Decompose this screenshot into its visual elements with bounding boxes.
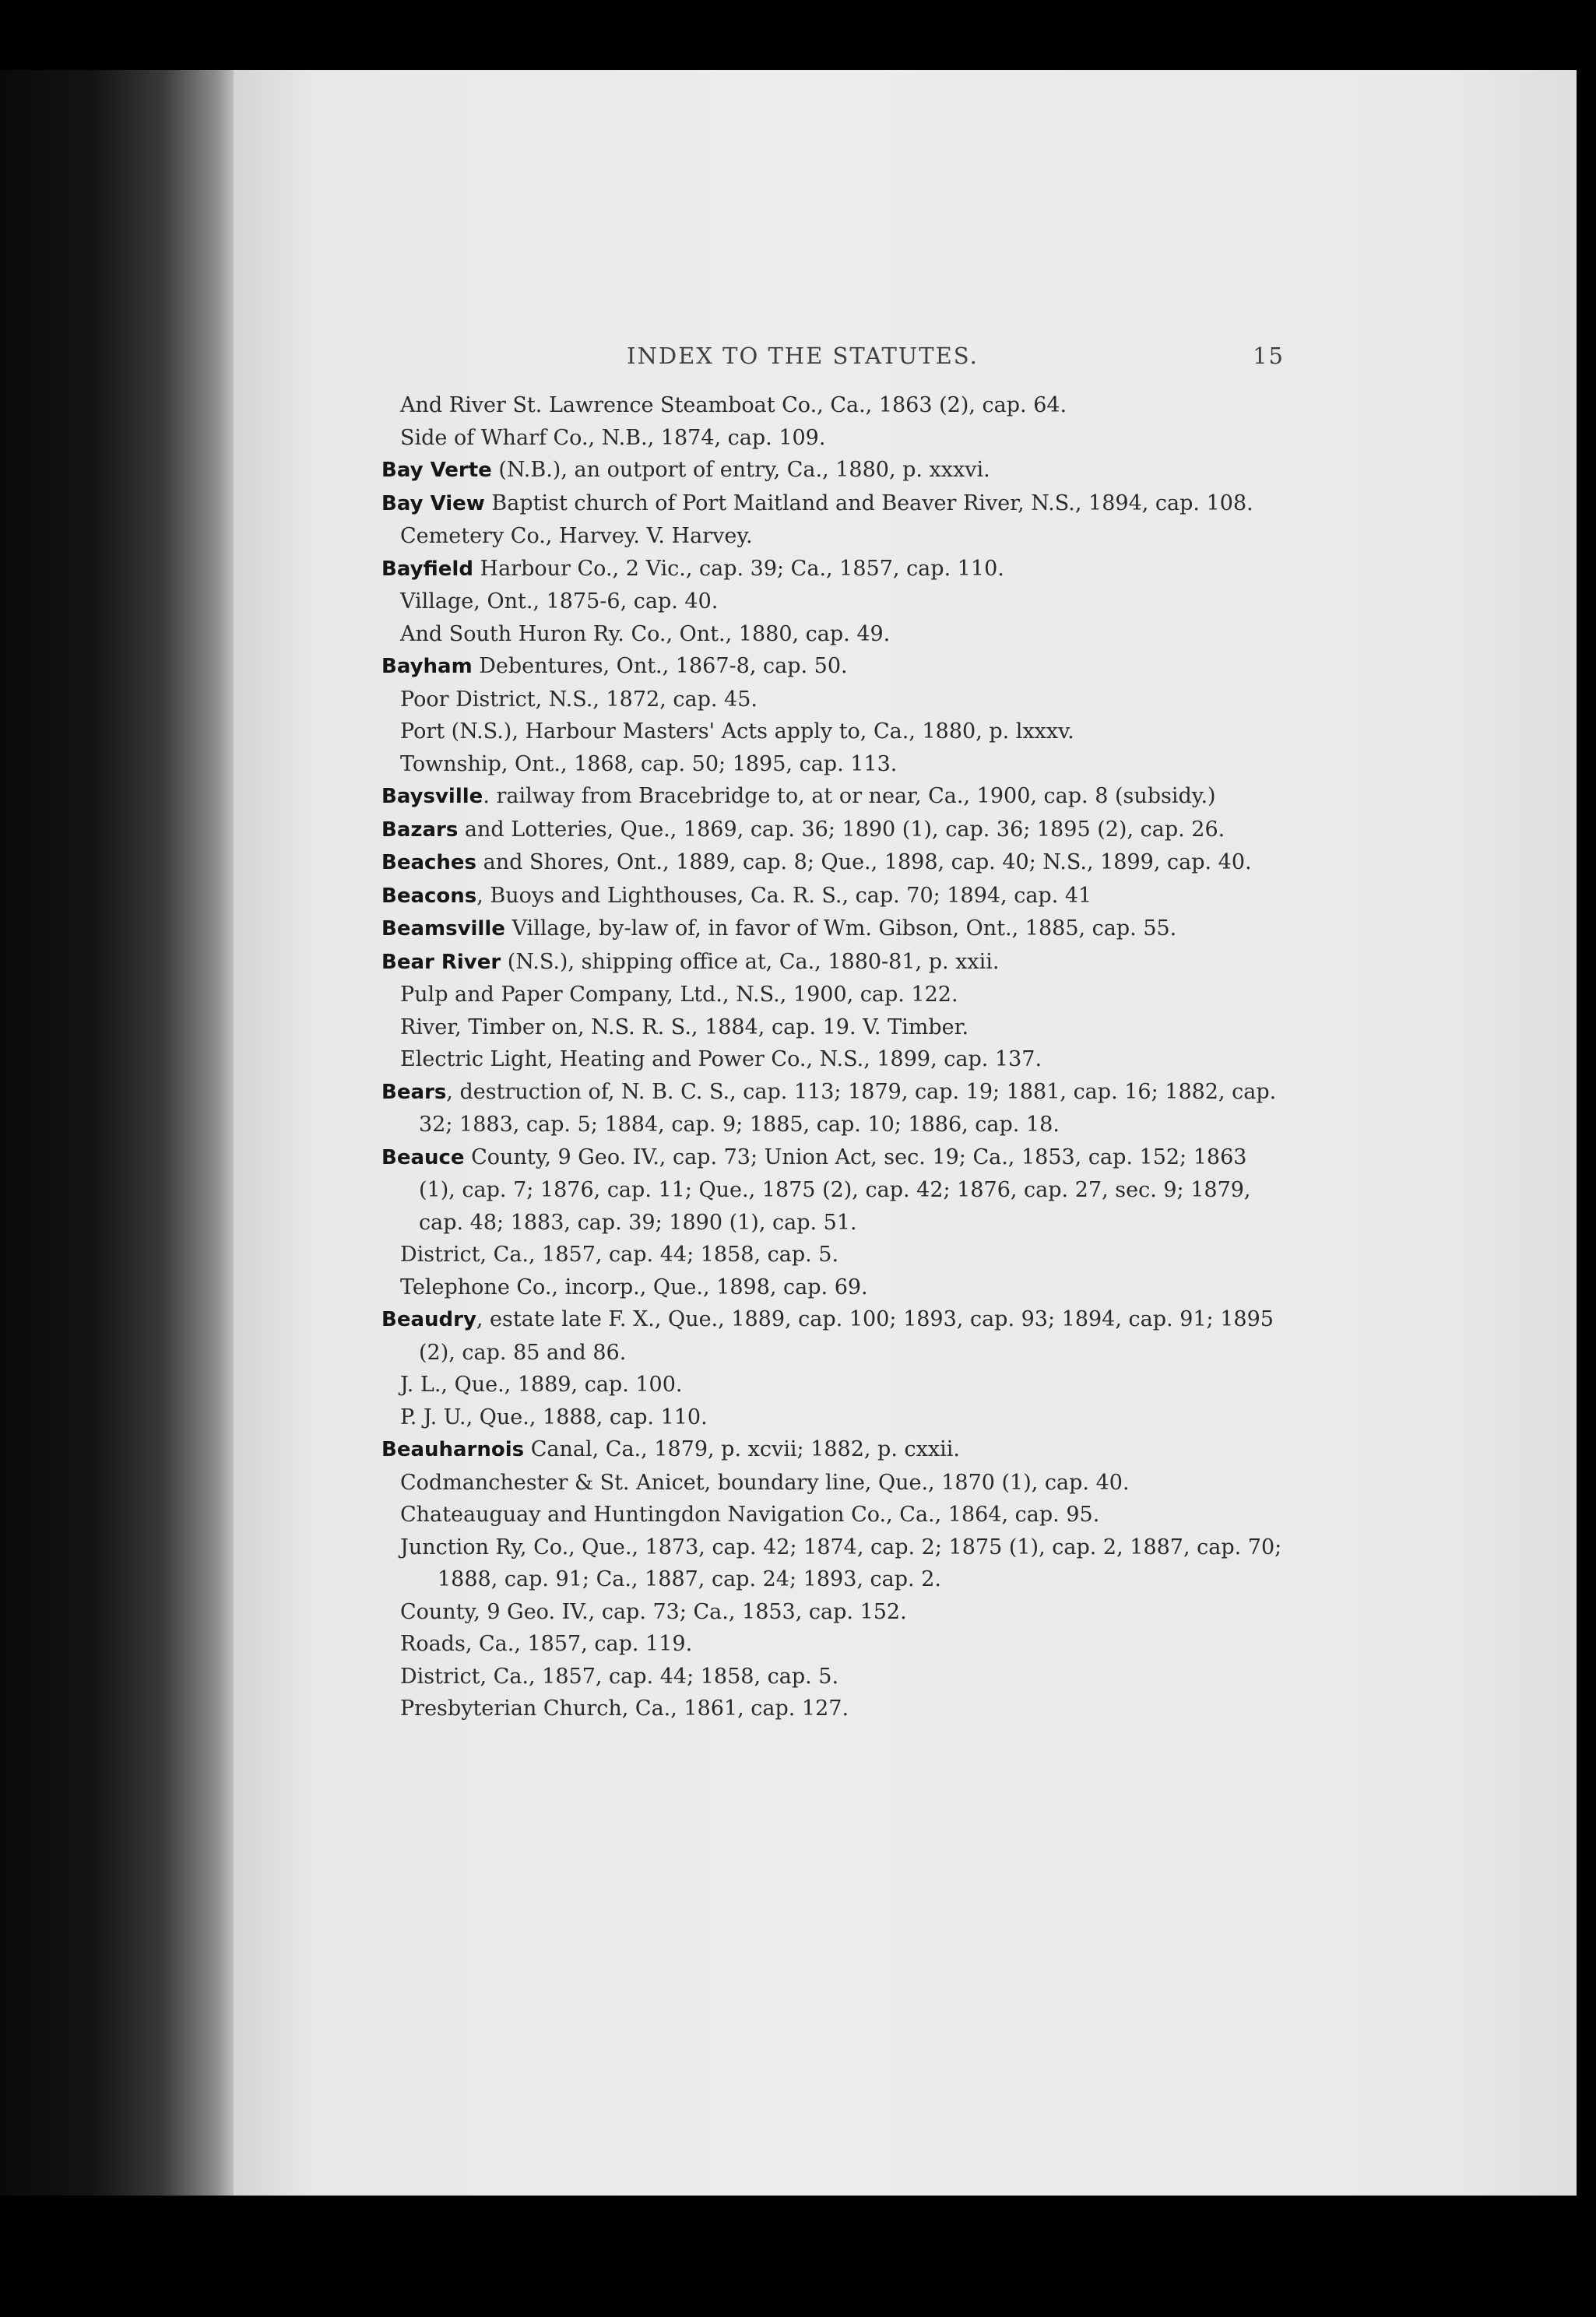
entry-keyword: Beacons xyxy=(381,884,477,908)
entry-text: Roads, Ca., 1857, cap. 119. xyxy=(400,1632,693,1656)
entry-keyword: Bazars xyxy=(381,817,459,842)
running-title: INDEX TO THE STATUTES. xyxy=(627,343,979,369)
entry-text: Presbyterian Church, Ca., 1861, cap. 127. xyxy=(400,1696,849,1721)
index-subentry xyxy=(381,715,1285,748)
book-spine-shadow xyxy=(0,70,234,2196)
index-heading-entry xyxy=(381,1433,1285,1467)
entry-keyword: Bay Verte xyxy=(381,459,492,482)
index-heading-entry xyxy=(381,780,1285,814)
entry-text: Junction Ry, Co., Que., 1873, cap. 42; 1874, cap. 2; 1875 (1), cap. 2, 1887, cap. 70; 1888, cap. 91; Ca., 1887, cap. 24; 1893, cap. 2. xyxy=(400,1535,1282,1591)
entry-keyword: Beauce xyxy=(381,1145,465,1169)
entry-text: Cemetery Co., Harvey. V. Harvey. xyxy=(400,524,753,548)
index-heading-entry xyxy=(381,1303,1285,1369)
index-subentry xyxy=(381,1531,1285,1596)
entry-text: Harbour Co., 2 Vic., cap. 39; Ca., 1857, cap. 110. xyxy=(473,556,1004,581)
entry-text: P. J. U., Que., 1888, cap. 110. xyxy=(400,1405,708,1429)
entry-text: County, 9 Geo. IV., cap. 73; Union Act, sec. 19; Ca., 1853, cap. 152; 1863 (1), cap. 7; 1876, cap. 11; Que., 1875 (2), cap. 42; 1876, cap. 27, sec. 9; 1879, cap. 48; 1883, cap. 39; 1890 (1), cap. 51. xyxy=(419,1144,1251,1235)
entry-text: Side of Wharf Co., N.B., 1874, cap. 109. xyxy=(400,425,826,450)
index-subentry xyxy=(381,684,1285,716)
index-heading-entry xyxy=(381,1141,1285,1239)
entry-text: Baptist church of Port Maitland and Beaver River, N.S., 1894, cap. 108. xyxy=(484,490,1253,515)
entry-text: District, Ca., 1857, cap. 44; 1858, cap. 5. xyxy=(400,1664,839,1689)
index-subentry xyxy=(381,1661,1285,1693)
entry-text: Codmanchester & St. Anicet, boundary line, Que., 1870 (1), cap. 40. xyxy=(400,1470,1130,1495)
entry-keyword: Bayham xyxy=(381,655,473,678)
index-subentry xyxy=(381,1401,1285,1434)
index-subentry xyxy=(381,1628,1285,1661)
entry-keyword: Beaches xyxy=(381,851,477,874)
index-subentry xyxy=(381,1239,1285,1271)
entry-text: Electric Light, Heating and Power Co., N.S., 1899, cap. 137. xyxy=(400,1047,1042,1071)
index-heading-entry xyxy=(381,912,1285,946)
index-heading-entry xyxy=(381,880,1285,913)
entry-text: Township, Ont., 1868, cap. 50; 1895, cap. 113. xyxy=(400,751,898,776)
entry-keyword: Bay View xyxy=(381,491,485,515)
index-subentry xyxy=(381,1596,1285,1629)
index-subentry xyxy=(381,979,1285,1011)
entry-text: Village, by-law of, in favor of Wm. Gibson, Ont., 1885, cap. 55. xyxy=(504,916,1177,941)
index-subentry xyxy=(381,1369,1285,1401)
entry-text: Canal, Ca., 1879, p. xcvii; 1882, p. cxxii. xyxy=(524,1437,960,1461)
index-heading-entry xyxy=(381,553,1285,586)
index-subentry xyxy=(381,520,1285,553)
index-subentry xyxy=(381,618,1285,651)
entry-text: Poor District, N.S., 1872, cap. 45. xyxy=(400,687,758,712)
entry-text: (N.B.), an outport of entry, Ca., 1880, p. xxxvi. xyxy=(491,458,990,482)
index-subentry xyxy=(381,1693,1285,1725)
entry-keyword: Beauharnois xyxy=(381,1438,525,1461)
index-heading-entry xyxy=(381,846,1285,880)
entry-text: and Lotteries, Que., 1869, cap. 36; 1890 (1), cap. 36; 1895 (2), cap. 26. xyxy=(458,817,1225,842)
index-subentry xyxy=(381,1043,1285,1076)
index-subentry xyxy=(381,1499,1285,1531)
index-heading-entry xyxy=(381,650,1285,684)
index-subentry xyxy=(381,1467,1285,1500)
entry-keyword: Beamsville xyxy=(381,917,505,941)
entry-text: and Shores, Ont., 1889, cap. 8; Que., 1898, cap. 40; N.S., 1899, cap. 40. xyxy=(476,850,1252,874)
index-subentry xyxy=(381,389,1285,422)
entry-text: , estate late F. X., Que., 1889, cap. 100; 1893, cap. 93; 1894, cap. 91; 1895 (2), cap. 85 and 86. xyxy=(419,1307,1274,1365)
entry-keyword: Bears xyxy=(381,1080,447,1104)
index-heading-entry xyxy=(381,1076,1285,1141)
entry-text: And South Huron Ry. Co., Ont., 1880, cap. 49. xyxy=(400,621,891,646)
entry-keyword: Bayfield xyxy=(381,557,473,581)
entry-keyword: Bear River xyxy=(381,950,501,974)
entry-keyword: Beaudry xyxy=(381,1308,476,1331)
entry-text: , Buoys and Lighthouses, Ca. R. S., cap. 70; 1894, cap. 41 xyxy=(476,883,1092,908)
entry-text: Village, Ont., 1875-6, cap. 40. xyxy=(400,589,719,614)
index-subentry xyxy=(381,422,1285,455)
index-subentry xyxy=(381,748,1285,781)
entry-text: Debentures, Ont., 1867-8, cap. 50. xyxy=(472,654,848,678)
index-heading-entry xyxy=(381,946,1285,979)
entry-text: (N.S.), shipping office at, Ca., 1880-81, p. xxii. xyxy=(501,949,1000,974)
entry-text: Pulp and Paper Company, Ltd., N.S., 1900, cap. 122. xyxy=(400,983,958,1007)
index-heading-entry xyxy=(381,454,1285,487)
entry-keyword: Baysville xyxy=(381,785,483,808)
entry-text: . railway from Bracebridge to, at or near, Ca., 1900, cap. 8 (subsidy.) xyxy=(483,784,1216,808)
index-subentry xyxy=(381,1271,1285,1304)
running-header xyxy=(389,343,1285,380)
index-heading-entry xyxy=(381,487,1285,521)
entry-text: River, Timber on, N.S. R. S., 1884, cap. 19. V. Timber. xyxy=(400,1014,969,1039)
index-heading-entry xyxy=(381,814,1285,847)
index-subentry xyxy=(381,585,1285,618)
entry-text: And River St. Lawrence Steamboat Co., Ca., 1863 (2), cap. 64. xyxy=(400,393,1067,417)
entry-text: , destruction of, N. B. C. S., cap. 113; 1879, cap. 19; 1881, cap. 16; 1882, cap. 32; 1883, cap. 5; 1884, cap. 9; 1885, cap. 10; 1886, cap. 18. xyxy=(419,1079,1277,1137)
entry-text: Chateauguay and Huntingdon Navigation Co., Ca., 1864, cap. 95. xyxy=(400,1503,1100,1527)
entry-text: District, Ca., 1857, cap. 44; 1858, cap. 5. xyxy=(400,1243,839,1267)
entry-text: County, 9 Geo. IV., cap. 73; Ca., 1853, cap. 152. xyxy=(400,1599,907,1624)
entry-text: Telephone Co., incorp., Que., 1898, cap. 69. xyxy=(400,1275,868,1299)
index-entries xyxy=(381,389,1285,1985)
index-subentry xyxy=(381,1011,1285,1044)
page-number: 15 xyxy=(1253,343,1285,369)
entry-text: J. L., Que., 1889, cap. 100. xyxy=(400,1373,683,1397)
entry-text: Port (N.S.), Harbour Masters' Acts apply to, Ca., 1880, p. lxxxv. xyxy=(400,719,1074,744)
